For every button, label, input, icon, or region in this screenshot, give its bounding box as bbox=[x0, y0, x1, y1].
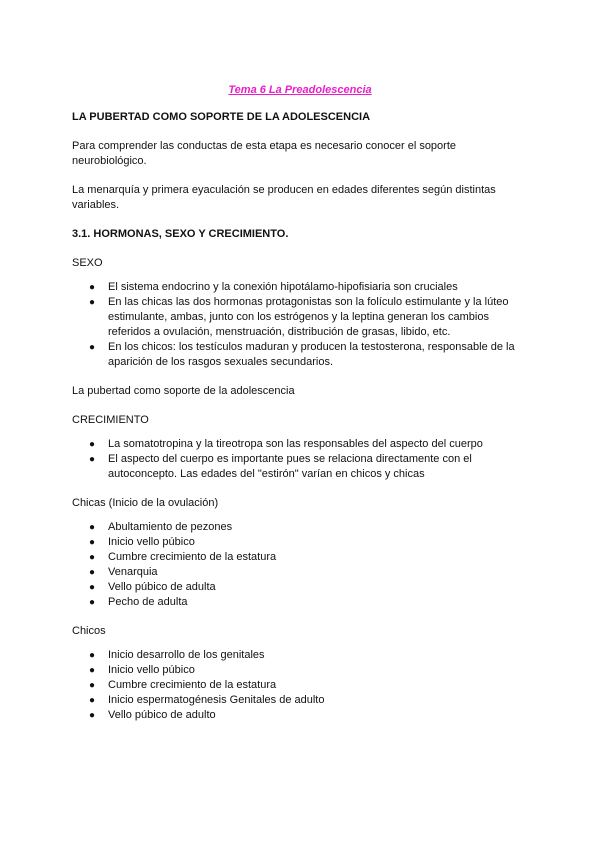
intro-paragraph-1: Para comprender las conductas de esta etapa es necesario conocer el soporte neurobiológico. bbox=[72, 140, 457, 167]
list-item bbox=[72, 565, 532, 580]
section-heading: 3.1. HORMONAS, SEXO Y CRECIMIENTO. bbox=[72, 228, 289, 240]
list-item-text: La somatotropina y la tireotropa son las responsables del aspecto del cuerpo bbox=[108, 438, 483, 450]
list-item bbox=[72, 648, 532, 663]
list-item-text: En las chicas las dos hormonas protagonistas son la folículo estimulante y la lúteo estimulante, ambas, junto con los estrógenos y la leptina generan los cambios referidos a ovulación, menstruación, distribución de grasas, libido, etc. bbox=[108, 296, 509, 338]
chicos-list bbox=[72, 648, 532, 723]
bullet-icon: ● bbox=[89, 680, 96, 691]
crecimiento-label: CRECIMIENTO bbox=[72, 414, 149, 426]
list-item-text: Inicio vello púbico bbox=[108, 536, 195, 548]
list-item bbox=[72, 535, 532, 550]
bullet-icon: ● bbox=[89, 650, 96, 661]
list-item-text: En los chicos: los testículos maduran y producen la testosterona, responsable de la aparición de los rasgos sexuales secundarios. bbox=[108, 341, 515, 368]
chicas-label: Chicas (Inicio de la ovulación) bbox=[72, 497, 219, 509]
bullet-icon: ● bbox=[89, 597, 96, 608]
bullet-icon: ● bbox=[89, 665, 96, 676]
list-item bbox=[72, 678, 532, 693]
list-item bbox=[72, 550, 532, 565]
bullet-icon: ● bbox=[89, 567, 96, 578]
list-item bbox=[72, 340, 532, 370]
main-heading: LA PUBERTAD COMO SOPORTE DE LA ADOLESCENCIA bbox=[72, 111, 371, 123]
bullet-icon: ● bbox=[89, 297, 96, 308]
list-item bbox=[72, 452, 532, 482]
list-item-text: Inicio desarrollo de los genitales bbox=[108, 649, 265, 661]
list-item-text: Vello púbico de adulta bbox=[108, 581, 216, 593]
list-item-text: Inicio vello púbico bbox=[108, 664, 195, 676]
bullet-icon: ● bbox=[89, 695, 96, 706]
intro-paragraph-2: La menarquía y primera eyaculación se producen en edades diferentes según distintas variables. bbox=[72, 184, 496, 211]
crecimiento-list bbox=[72, 437, 532, 482]
list-item-text: Inicio espermatogénesis Genitales de adulto bbox=[108, 694, 325, 706]
bullet-icon: ● bbox=[89, 582, 96, 593]
list-item-text: Venarquia bbox=[108, 566, 158, 578]
list-item-text: Pecho de adulta bbox=[108, 596, 188, 608]
bullet-icon: ● bbox=[89, 522, 96, 533]
list-item-text: Abultamiento de pezones bbox=[108, 521, 233, 533]
bullet-icon: ● bbox=[89, 439, 96, 450]
bullet-icon: ● bbox=[89, 710, 96, 721]
list-item bbox=[72, 580, 532, 595]
bullet-icon: ● bbox=[89, 342, 96, 353]
list-item bbox=[72, 520, 532, 535]
pubertad-note: La pubertad como soporte de la adolescencia bbox=[72, 385, 295, 397]
list-item-text: El aspecto del cuerpo es importante pues se relaciona directamente con el autoconcepto. Las edades del "estirón" varían en chicos y chicas bbox=[108, 453, 472, 480]
bullet-icon: ● bbox=[89, 454, 96, 465]
sexo-label: SEXO bbox=[72, 257, 103, 269]
list-item-text: Cumbre crecimiento de la estatura bbox=[108, 551, 277, 563]
chicos-label: Chicos bbox=[72, 625, 106, 637]
document-body bbox=[72, 110, 532, 737]
bullet-icon: ● bbox=[89, 552, 96, 563]
list-item bbox=[72, 663, 532, 678]
chicas-list bbox=[72, 520, 532, 610]
document-title: Tema 6 La Preadolescencia bbox=[228, 84, 372, 96]
list-item bbox=[72, 280, 532, 295]
list-item bbox=[72, 693, 532, 708]
sexo-list bbox=[72, 280, 532, 370]
list-item bbox=[72, 708, 532, 723]
list-item bbox=[72, 437, 532, 452]
list-item-text: Cumbre crecimiento de la estatura bbox=[108, 679, 277, 691]
list-item bbox=[72, 295, 532, 340]
bullet-icon: ● bbox=[89, 282, 96, 293]
list-item bbox=[72, 595, 532, 610]
list-item-text: El sistema endocrino y la conexión hipotálamo-hipofisiaria son cruciales bbox=[108, 281, 458, 293]
list-item-text: Vello púbico de adulto bbox=[108, 709, 216, 721]
bullet-icon: ● bbox=[89, 537, 96, 548]
